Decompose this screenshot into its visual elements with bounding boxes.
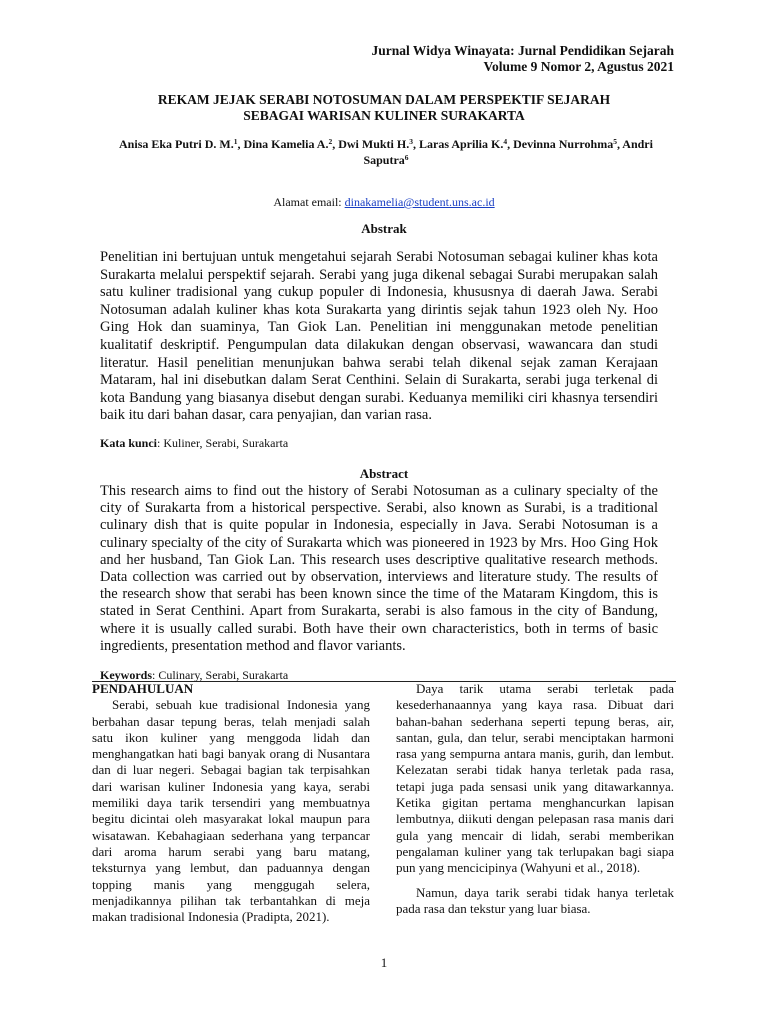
author-affiliation: 1 <box>233 137 238 146</box>
intro-paragraph: Serabi, sebuah kue tradisional Indonesia yang berbahan dasar tepung beras, telah menjadi salah satu ikon kuliner yang menggoda lidah dan menghangatkan hati bagi banyak orang di Nusantara dan di luar negeri. Sebagai bagian tak terpisahkan dari warisan kuliner Indonesia yang kaya, serabi memiliki daya tarik tersendiri yang membuatnya begitu dicintai oleh masyarakat lokal maupun para wisatawan. Kebahagiaan sederhana yang terpancar dari aroma harum serabi yang baru matang, teksturnya yang lembut, dan paduannya dengan topping manis yang menggugah selera, menjadikannya pilihan tak terbantahkan di meja makan tradisional Indonesia (Pradipta, 2021). <box>92 697 370 925</box>
author-affiliation: 3 <box>409 137 413 146</box>
paper-title <box>0 92 768 124</box>
section-heading: PENDAHULUAN <box>92 681 194 696</box>
author-affiliation: 5 <box>613 137 617 146</box>
kata-kunci-values: : Kuliner, Serabi, Surakarta <box>157 436 289 450</box>
author-affiliation: 2 <box>328 137 333 146</box>
kata-kunci-label: Kata kunci <box>100 436 158 450</box>
author-list: Anisa Eka Putri D. M.$^1$, Dina Kamelia A.$^2$, Dwi Mukti H.$^3$, Laras Aprilia K.$^4$, Devinna Nurrohma$^5$, Andri Saputra$^6$ <box>119 137 653 167</box>
keywords-label: Keywords <box>100 668 152 682</box>
abstrak-heading: Abstrak <box>361 221 407 236</box>
intro-paragraph: Daya tarik utama serabi terletak pada kesederhanaannya yang kaya rasa. Dibuat dari bahan-bahan sederhana seperti tepung beras, air, santan, gula, dan telur, serabi menciptakan harmoni rasa yang sempurna antara manis, gurih, dan lembut. Kelezatan serabi tidak hanya terletak pada rasa, tetapi juga pada sensasi unik yang ditawarkannya. Ketika gigitan pertama menghancurkan lapisan lembutnya, diikuti dengan pelepasan rasa manis dari gula yang mencair di lidah, serabi memberikan pengalaman kuliner yang tak terlupakan bagi siapa pun yang mencicipinya (Wahyuni et al., 2018). <box>396 681 674 876</box>
left-column <box>92 681 370 925</box>
author-affiliation: 4 <box>503 137 508 146</box>
journal-name: Jurnal Widya Winayata: Jurnal Pendidikan Sejarah <box>371 43 674 58</box>
author-name: Dina Kamelia A. <box>243 137 329 151</box>
kata-kunci <box>100 436 288 451</box>
title-line-1: REKAM JEJAK SERABI NOTOSUMAN DALAM PERSPEKTIF SEJARAH <box>157 92 611 107</box>
author-affiliation: 6 <box>404 153 409 162</box>
email-link[interactable]: dinakamelia@student.uns.ac.id <box>344 195 495 209</box>
intro-paragraph: Namun, daya tarik serabi tidak hanya terletak pada rasa dan tekstur yang luar biasa. <box>396 884 674 916</box>
journal-volume: Volume 9 Nomor 2, Agustus 2021 <box>483 59 674 74</box>
journal-header <box>372 43 674 75</box>
abstrak-body: Penelitian ini bertujuan untuk mengetahui sejarah Serabi Notosuman sebagai kuliner khas kota Surakarta melalui perspektif sejarah. Serabi yang juga dikenal sebagai Surabi merupakan salah satu kuliner tradisional yang cukup populer di Indonesia, khususnya di daerah Jawa. Serabi Notosuman adalah kuliner khas kota Surakarta yang dirintis sejak tahun 1923 oleh Ny. Hoo Ging Hok dan suaminya, Tan Giok Lan. Penelitian ini menggunakan metode penelitian kualitatif deskriptif. Pengumpulan data dilakukan dengan observasi, wawancara dan studi literatur. Hasil penelitian menunjukan bahwa serabi telah dikenal sejak zaman Kerajaan Mataram, hal ini disebutkan dalam Serat Centhini. Selain di Surakarta, serabi juga terkenal di kota Bandung yang biasanya disebut dengan surabi. Keduanya memiliki ciri khasnya tersendiri baik itu dari bahan dasar, cara penyajian, dan varian rasa. <box>100 249 658 424</box>
author-name: Anisa Eka Putri D. M. <box>119 137 234 151</box>
author-name: Andri Saputra <box>363 137 653 167</box>
email-label: Alamat email: <box>273 195 342 209</box>
contact-email <box>0 194 768 210</box>
author-name: Laras Aprilia K. <box>418 137 504 151</box>
right-column <box>396 681 674 917</box>
abstract-body: This research aims to find out the history of Serabi Notosuman as a culinary specialty of the city of Surakarta from a historical perspective. Serabi, also known as Surabi, is a traditional culinary dish that is quite popular in Indonesia, especially in Java. Serabi Notosuman is a culinary specialty of the city of Surakarta which was pioneered in 1923 by Mrs. Hoo Ging Hok and her husband, Tan Giok Lan. This research uses descriptive qualitative research methods. Data collection was carried out by observation, interviews and literature study. The results of the research show that serabi has been known since the time of the Mataram Kingdom, this is stated in Serat Centhini. Apart from Surakarta, serabi is also famous in the city of Bandung, where it is usually called surabi. Both have their own characteristics, both in terms of basic ingredients, presentation method and flavor variants. <box>100 483 658 654</box>
keywords-values: : Culinary, Serabi, Surakarta <box>152 668 289 682</box>
author-name: Devinna Nurrohma <box>513 137 614 151</box>
title-line-2: SEBAGAI WARISAN KULINER SURAKARTA <box>243 108 525 123</box>
author-name: Dwi Mukti H. <box>338 137 410 151</box>
abstract-heading: Abstract <box>359 466 409 481</box>
page-number: 1 <box>380 955 388 970</box>
